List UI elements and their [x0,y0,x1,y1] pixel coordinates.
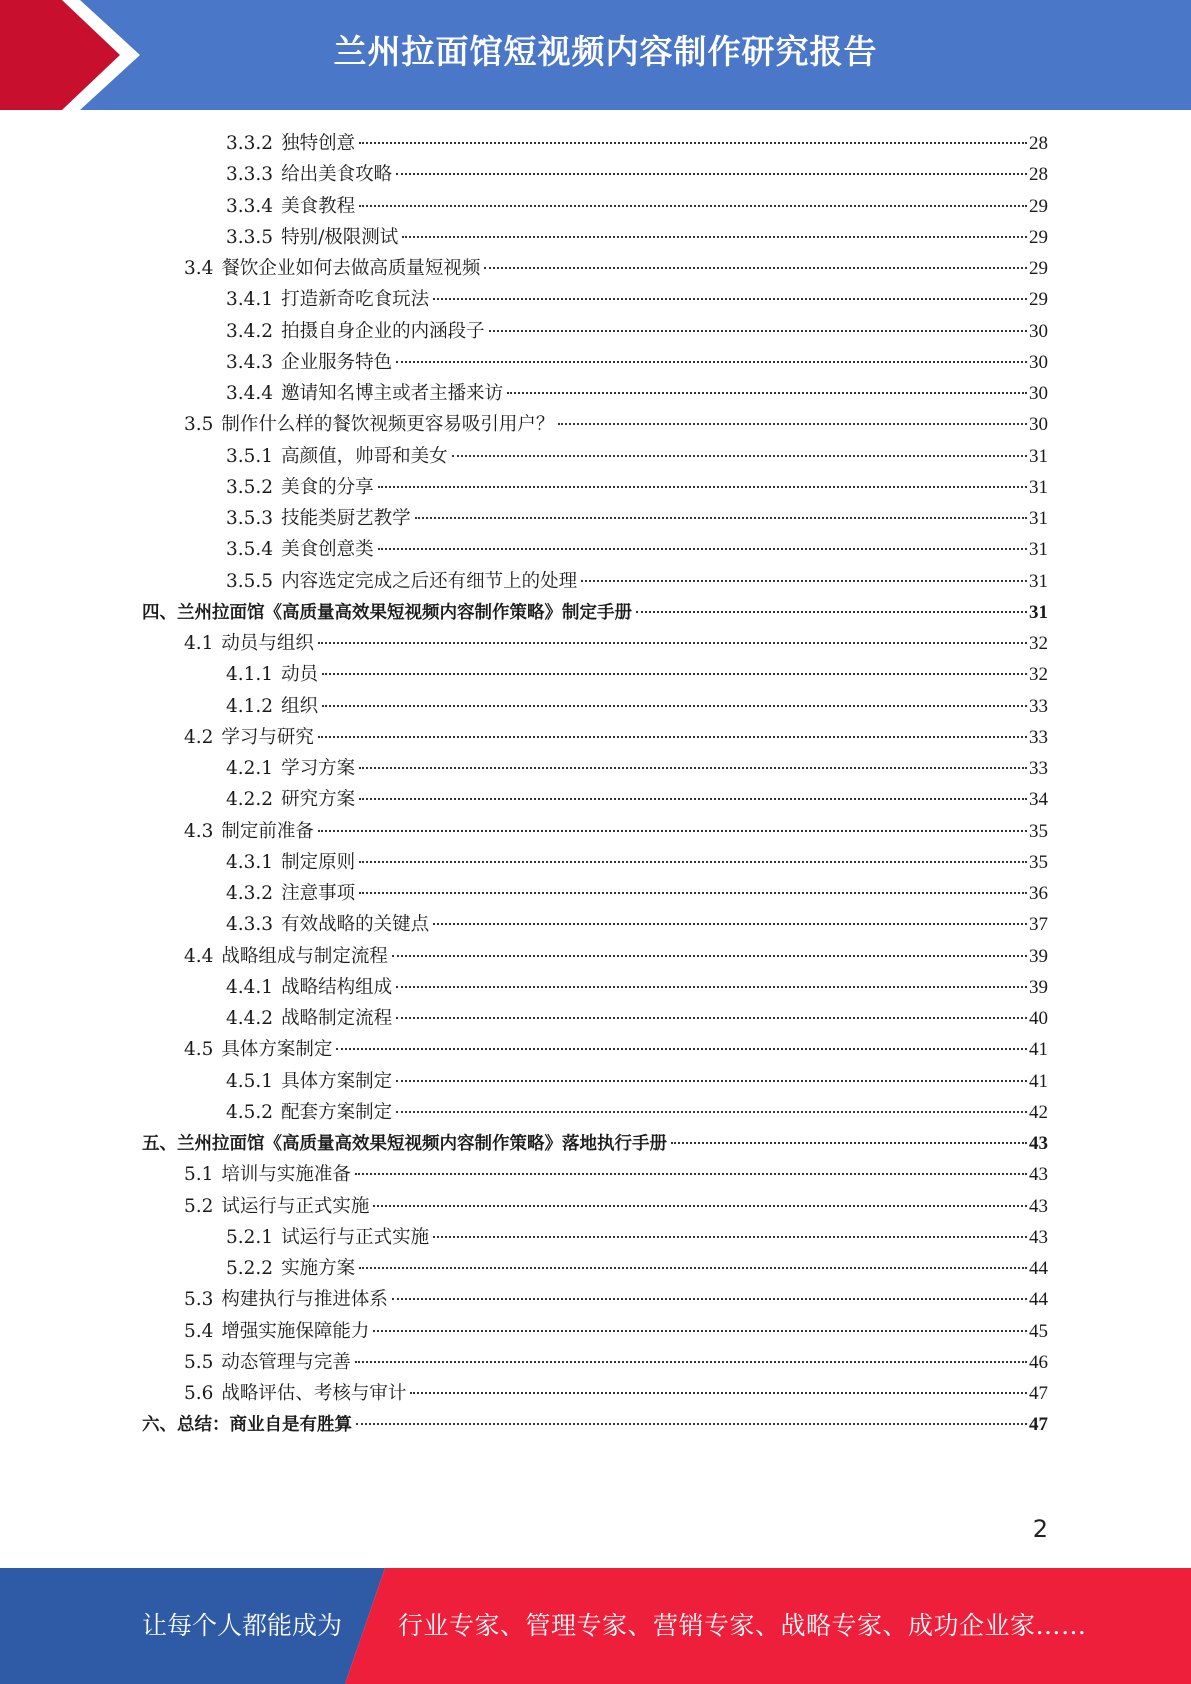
toc-leader-dots [359,797,1027,800]
toc-entry-title: 制作什么样的餐饮视频更容易吸引用户？ [221,414,555,436]
toc-entry-number: 3.4 [184,258,214,279]
page-footer [0,1568,1191,1684]
footer-slogan-left: 让每个人都能成为 [142,1611,343,1640]
toc-entry[interactable] [142,628,1048,659]
toc-entry-title: 战略结构组成 [281,976,393,998]
toc-entry[interactable] [142,816,1048,847]
toc-entry-title: 学习与研究 [221,726,314,748]
toc-entry-number: 4.2 [184,726,214,748]
toc-leader-dots [336,1047,1027,1050]
toc-entry-number: 4.2.1 [226,758,274,779]
toc-entry-title: 构建执行与推进体系 [221,1289,388,1311]
toc-entry[interactable] [142,191,1048,222]
toc-entry[interactable] [142,909,1048,940]
toc-entry-title: 美食教程 [281,195,356,217]
toc-entry-number: 4.2.2 [226,789,274,811]
toc-entry-page: 36 [1029,883,1048,904]
toc-entry-page: 30 [1029,351,1048,373]
toc-entry-number: 4.3.2 [226,883,274,904]
toc-entry[interactable] [142,941,1048,972]
toc-entry-number: 3.5.4 [226,539,274,561]
toc-entry-page: 35 [1029,851,1048,873]
toc-entry-title: 给出美食攻略 [281,164,393,186]
toc-leader-dots [318,829,1027,832]
toc-entry[interactable] [142,1347,1048,1378]
toc-entry-title: 拍摄自身企业的内涵段子 [281,320,485,342]
toc-entry-page: 44 [1029,1289,1048,1311]
toc-entry[interactable] [142,1222,1048,1253]
toc-entry-page: 43 [1029,1133,1048,1154]
toc-leader-dots [359,766,1027,769]
toc-entry-number: 五、 [142,1134,177,1154]
toc-entry-page: 43 [1029,1226,1048,1248]
toc-entry-page: 28 [1029,164,1048,186]
toc-entry[interactable] [142,1253,1048,1284]
toc-entry-number: 5.5 [184,1351,214,1373]
toc-entry-title: 培训与实施准备 [221,1164,351,1186]
toc-entry-page: 42 [1029,1101,1048,1123]
toc-entry-title: 实施方案 [281,1258,356,1279]
toc-entry-title: 试运行与正式实施 [281,1226,430,1248]
toc-entry-title: 制定前准备 [221,820,314,842]
toc-entry-title: 组织 [281,695,319,717]
toc-entry-title: 战略组成与制定流程 [221,945,388,967]
toc-entry-number: 4.5.1 [226,1070,274,1092]
toc-leader-dots [507,391,1027,394]
toc-entry-page: 29 [1029,195,1048,217]
toc-entry-number: 4.3.3 [226,914,274,936]
toc-entry-number: 5.2.2 [226,1258,274,1279]
toc-entry[interactable] [142,1284,1048,1315]
toc-entry[interactable] [142,441,1048,472]
toc-entry-title: 兰州拉面馆《高质量高效果短视频内容制作策略》落地执行手册 [177,1134,667,1154]
toc-leader-dots [415,516,1027,519]
toc-entry-title: 内容选定完成之后还有细节上的处理 [281,570,578,592]
toc-entry-number: 3.5.5 [226,570,274,592]
toc-entry-title: 注意事项 [281,883,356,904]
toc-leader-dots [396,1079,1027,1082]
toc-entry-page: 35 [1029,820,1048,842]
toc-leader-dots [671,1141,1027,1144]
toc-entry-title: 总结：商业自是有胜算 [177,1415,352,1436]
toc-entry-title: 打造新奇吃食玩法 [281,289,430,311]
toc-entry-title: 动员与组织 [221,633,314,654]
toc-leader-dots [355,1360,1027,1363]
toc-entry-title: 动员 [281,664,319,686]
toc-entry-page: 39 [1029,976,1048,998]
toc-entry[interactable] [142,222,1048,253]
toc-entry-page: 29 [1029,226,1048,248]
toc-entry[interactable] [142,503,1048,534]
toc-entry[interactable] [142,659,1048,690]
toc-entry-number: 3.5.2 [226,476,274,498]
toc-entry-number: 4.1.2 [226,695,274,717]
toc-leader-dots [373,1329,1027,1332]
toc-entry-page: 47 [1029,1383,1048,1404]
toc-entry[interactable] [142,534,1048,565]
toc-entry[interactable] [142,1378,1048,1409]
toc-entry-title: 具体方案制定 [221,1039,333,1061]
toc-entry-title: 学习方案 [281,758,356,779]
toc-entry-number: 3.3.5 [226,226,274,248]
page-header [0,0,1191,110]
toc-entry-page: 31 [1029,570,1048,592]
toc-entry[interactable] [142,1191,1048,1222]
toc-leader-dots [402,235,1027,238]
toc-entry-number: 5.1 [184,1164,214,1186]
toc-entry-title: 试运行与正式实施 [221,1195,370,1217]
toc-entry-page: 33 [1029,695,1048,717]
toc-leader-dots [322,704,1027,707]
toc-leader-dots [396,985,1027,988]
toc-entry[interactable] [142,253,1048,284]
toc-entry[interactable] [142,1097,1048,1128]
toc-entry-page: 37 [1029,914,1048,936]
toc-entry-number: 4.3.1 [226,851,274,873]
toc-leader-dots [359,860,1027,863]
toc-leader-dots [484,266,1027,269]
toc-entry-title: 制定原则 [281,851,356,873]
toc-entry[interactable] [142,753,1048,784]
toc-entry[interactable] [142,722,1048,753]
toc-entry[interactable] [142,847,1048,878]
toc-leader-dots [489,329,1027,332]
footer-slogan-right: 行业专家、管理专家、营销专家、战略专家、成功企业家…… [398,1611,1087,1640]
toc-leader-dots [373,1204,1027,1207]
toc-entry-page: 44 [1029,1258,1048,1279]
toc-entry-number: 4.4.2 [226,1008,274,1029]
toc-entry-number: 4.3 [184,820,214,842]
toc-leader-dots [392,954,1027,957]
toc-entry-title: 特别/极限测试 [281,226,399,248]
toc-entry[interactable] [142,784,1048,815]
toc-entry-number: 4.4 [184,945,214,967]
toc-leader-dots [318,641,1027,644]
toc-entry-page: 45 [1029,1320,1048,1342]
toc-leader-dots [378,485,1027,488]
toc-entry-number: 4.5 [184,1039,214,1061]
toc-entry[interactable] [142,1409,1048,1440]
toc-leader-dots [392,1297,1027,1300]
toc-entry-title: 战略评估、考核与审计 [221,1383,407,1404]
toc-entry-title: 具体方案制定 [281,1070,393,1092]
toc-leader-dots [410,1391,1027,1394]
toc-leader-dots [396,1016,1027,1019]
toc-leader-dots [359,891,1027,894]
toc-entry-page: 31 [1029,601,1048,623]
toc-entry-page: 39 [1029,945,1048,967]
toc-entry-page: 30 [1029,383,1048,404]
toc-entry[interactable] [142,1034,1048,1065]
toc-entry-number: 3.4.1 [226,289,274,311]
toc-leader-dots [356,1422,1027,1425]
toc-entry-title: 邀请知名博主或者主播来访 [281,383,504,404]
toc-entry-number: 3.3.4 [226,195,274,217]
toc-entry-page: 41 [1029,1039,1048,1061]
table-of-contents [142,128,1048,1441]
toc-leader-dots [581,579,1027,582]
toc-leader-dots [318,735,1027,738]
toc-entry-title: 研究方案 [281,789,356,811]
toc-leader-dots [322,672,1027,675]
toc-leader-dots [359,141,1027,144]
toc-entry-number: 3.4.3 [226,351,274,373]
toc-entry[interactable] [142,972,1048,1003]
toc-entry[interactable] [142,316,1048,347]
toc-entry-page: 33 [1029,726,1048,748]
toc-entry-title: 技能类厨艺教学 [281,508,411,529]
toc-entry[interactable] [142,691,1048,722]
toc-entry-number: 5.2.1 [226,1226,274,1248]
toc-leader-dots [452,454,1027,457]
toc-entry-number: 3.3.3 [226,164,274,186]
toc-entry-page: 31 [1029,508,1048,529]
toc-entry-title: 增强实施保障能力 [221,1320,370,1342]
toc-entry-number: 4.1.1 [226,664,274,686]
toc-entry-number: 5.2 [184,1195,214,1217]
toc-entry-number: 4.5.2 [226,1101,274,1123]
toc-entry-number: 4.1 [184,633,214,654]
toc-entry-page: 32 [1029,664,1048,686]
toc-entry[interactable] [142,409,1048,440]
toc-entry-title: 美食的分享 [281,476,374,498]
toc-entry-page: 32 [1029,633,1048,654]
toc-entry-page: 43 [1029,1195,1048,1217]
toc-entry-title: 战略制定流程 [281,1008,393,1029]
toc-leader-dots [396,172,1027,175]
toc-entry-page: 43 [1029,1164,1048,1186]
toc-leader-dots [433,922,1027,925]
toc-entry-page: 33 [1029,758,1048,779]
toc-entry-title: 配套方案制定 [281,1101,393,1123]
toc-leader-dots [355,1172,1027,1175]
toc-entry-number: 3.4.2 [226,320,274,342]
toc-entry[interactable] [142,472,1048,503]
toc-leader-dots [558,422,1027,425]
toc-entry-number: 3.5.3 [226,508,274,529]
toc-entry-title: 企业服务特色 [281,351,393,373]
toc-entry[interactable] [142,284,1048,315]
toc-entry-number: 四、 [142,602,177,623]
toc-entry-page: 31 [1029,539,1048,561]
toc-entry-number: 3.5 [184,414,214,436]
toc-entry-number: 4.4.1 [226,976,274,998]
toc-leader-dots [396,360,1027,363]
toc-entry[interactable] [142,878,1048,909]
toc-entry-number: 5.6 [184,1383,214,1404]
toc-leader-dots [433,297,1027,300]
toc-entry[interactable] [142,1316,1048,1347]
toc-entry-page: 28 [1029,133,1048,154]
toc-entry[interactable] [142,378,1048,409]
toc-leader-dots [396,1110,1027,1113]
toc-entry-number: 5.3 [184,1289,214,1311]
toc-leader-dots [359,204,1027,207]
toc-entry-page: 40 [1029,1008,1048,1029]
toc-leader-dots [433,1235,1027,1238]
toc-entry-number: 3.4.4 [226,383,274,404]
toc-entry-page: 29 [1029,289,1048,311]
toc-entry[interactable] [142,159,1048,190]
toc-entry-page: 31 [1029,445,1048,467]
toc-entry-title: 美食创意类 [281,539,374,561]
toc-entry-page: 30 [1029,414,1048,436]
report-title: 兰州拉面馆短视频内容制作研究报告 [333,32,878,71]
toc-entry[interactable] [142,128,1048,159]
toc-leader-dots [636,610,1027,613]
toc-entry[interactable] [142,566,1048,597]
toc-entry-page: 30 [1029,320,1048,342]
toc-entry-number: 5.4 [184,1320,214,1342]
toc-entry-title: 高颜值，帅哥和美女 [281,445,448,467]
toc-entry-title: 动态管理与完善 [221,1351,351,1373]
toc-entry-number: 六、 [142,1415,177,1436]
toc-entry-page: 46 [1029,1351,1048,1373]
toc-entry-page: 47 [1029,1414,1048,1436]
toc-leader-dots [378,547,1027,550]
toc-entry-title: 兰州拉面馆《高质量高效果短视频内容制作策略》制定手册 [177,602,632,623]
toc-entry[interactable] [142,1128,1048,1159]
toc-entry-title: 餐饮企业如何去做高质量短视频 [221,258,481,279]
toc-entry-page: 31 [1029,476,1048,498]
toc-entry-page: 29 [1029,258,1048,279]
toc-entry[interactable] [142,597,1048,628]
toc-entry[interactable] [142,1066,1048,1097]
toc-entry-page: 41 [1029,1070,1048,1092]
toc-entry-number: 3.5.1 [226,445,274,467]
toc-entry-page: 34 [1029,789,1048,811]
page-number: 2 [1032,1515,1048,1543]
toc-entry[interactable] [142,1159,1048,1190]
toc-leader-dots [359,1266,1027,1269]
toc-entry-title: 独特创意 [281,133,356,154]
toc-entry-number: 3.3.2 [226,133,274,154]
toc-entry[interactable] [142,347,1048,378]
toc-entry[interactable] [142,1003,1048,1034]
toc-entry-title: 有效战略的关键点 [281,914,430,936]
